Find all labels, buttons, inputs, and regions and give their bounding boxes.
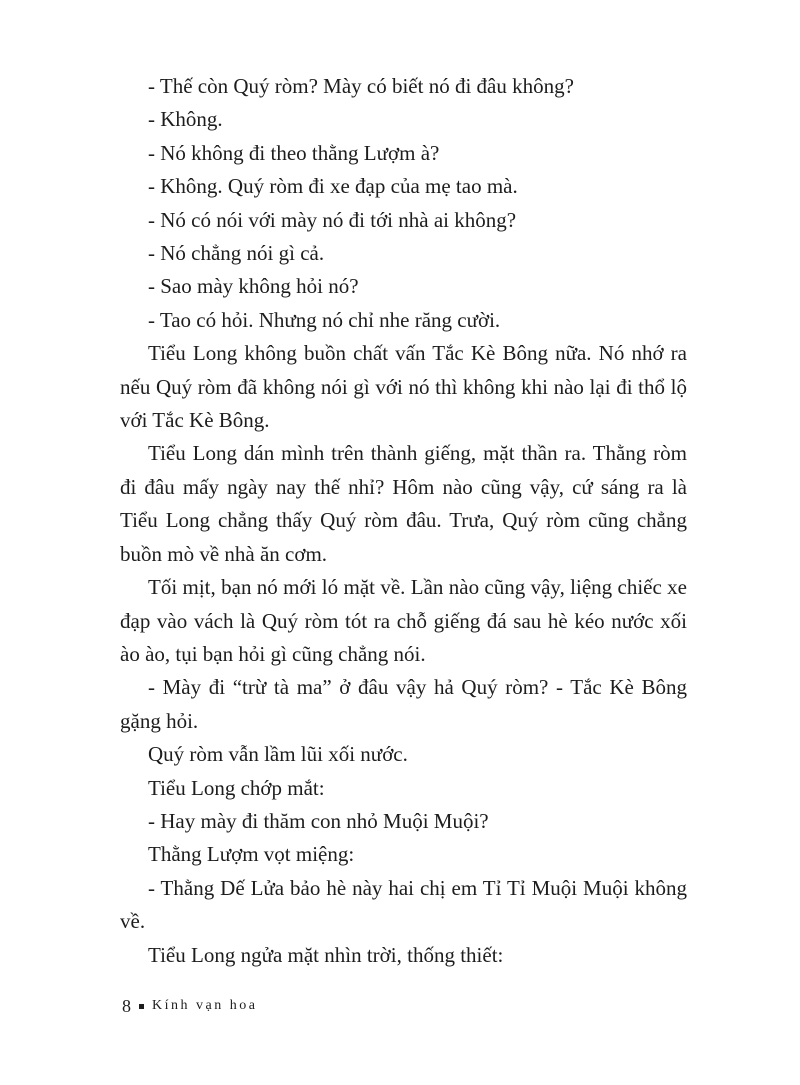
page-number: 8 <box>122 996 131 1016</box>
dialogue-line: - Mày đi “trừ tà ma” ở đâu vậy hả Quý ròm? - Tắc Kè Bông gặng hỏi. <box>120 675 687 733</box>
dialogue-line: - Không. <box>148 107 223 132</box>
narrative-paragraph: Tiểu Long không buồn chất vấn Tắc Kè Bông nữa. Nó nhớ ra nếu Quý ròm đã không nói gì với nó thì không khi nào lại đi thổ lộ với Tắc Kè Bông. <box>120 341 687 433</box>
narrative-paragraph: Tiểu Long chớp mắt: <box>148 775 325 800</box>
narrative-paragraph: Tiểu Long ngửa mặt nhìn trời, thống thiết: <box>148 942 504 967</box>
dialogue-line: - Thế còn Quý ròm? Mày có biết nó đi đâu không? <box>148 74 574 98</box>
dialogue-line: - Tao có hỏi. Nhưng nó chỉ nhe răng cười. <box>148 307 501 332</box>
dialogue-line: - Nó chẳng nói gì cả. <box>148 241 325 266</box>
narrative-paragraph: Tiểu Long dán mình trên thành giếng, mặt thần ra. Thằng ròm đi đâu mấy ngày nay thế nhỉ? Hôm nào cũng vậy, cứ sáng ra là Tiểu Long chẳng thấy Quý ròm đâu. Trưa, Quý ròm cũng chẳng buồn mò về nhà ăn cơm. <box>120 441 687 566</box>
dialogue-line: - Hay mày đi thăm con nhỏ Muội Muội? <box>148 808 489 833</box>
page-text <box>120 70 687 972</box>
page-footer <box>122 997 257 1015</box>
dialogue-line: - Sao mày không hỏi nó? <box>148 274 359 299</box>
dialogue-line: - Không. Quý ròm đi xe đạp của mẹ tao mà. <box>148 174 518 199</box>
dialogue-line: - Nó không đi theo thằng Lượm à? <box>148 140 440 165</box>
dialogue-line: - Thằng Dế Lửa bảo hè này hai chị em Tỉ Tỉ Muội Muội không về. <box>120 875 687 934</box>
dialogue-line: - Nó có nói với mày nó đi tới nhà ai không? <box>148 207 517 232</box>
narrative-paragraph: Tối mịt, bạn nó mới ló mặt về. Lần nào cũng vậy, liệng chiếc xe đạp vào vách là Quý ròm tót ra chỗ giếng đá sau hè kéo nước xối ào ào, tụi bạn hỏi gì cũng chẳng nói. <box>120 575 687 666</box>
narrative-paragraph: Quý ròm vẫn lầm lũi xối nước. <box>148 742 408 767</box>
square-bullet-icon <box>139 1004 144 1009</box>
book-title: Kính vạn hoa <box>152 998 258 1013</box>
narrative-paragraph: Thằng Lượm vọt miệng: <box>148 842 355 867</box>
